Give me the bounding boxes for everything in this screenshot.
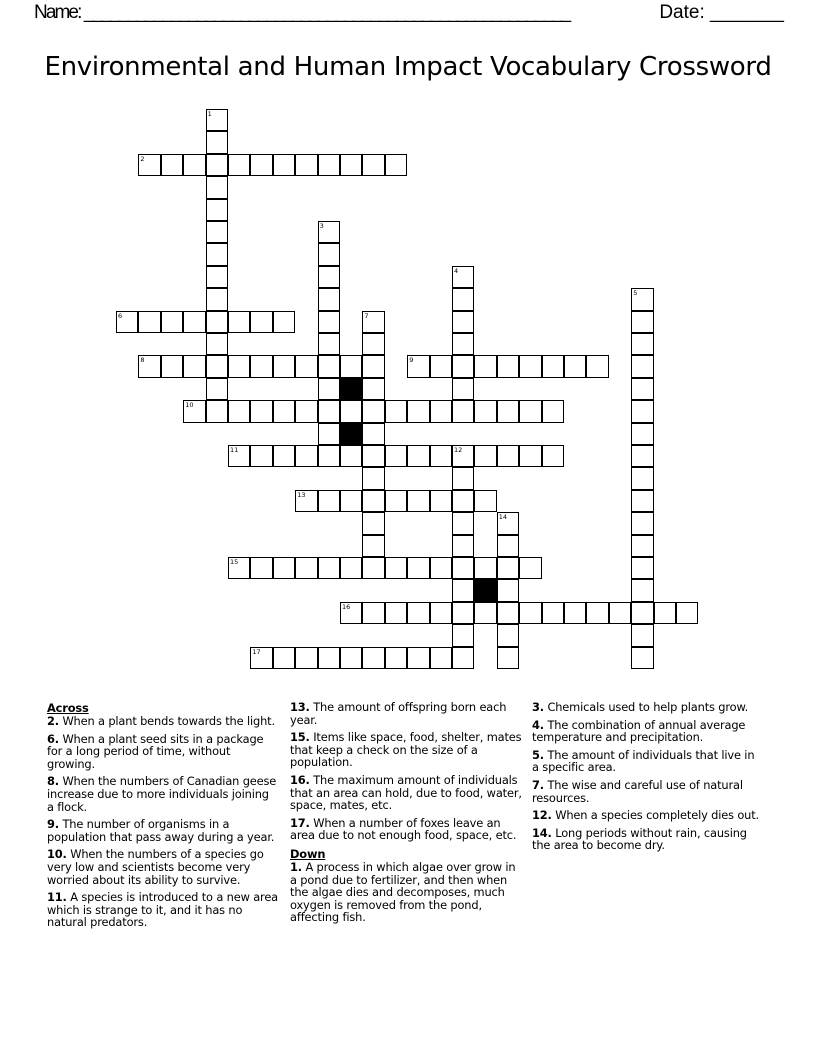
grid-cell[interactable] [206, 311, 228, 333]
name-field[interactable]: Name: ________________________________________________________ [34, 2, 570, 23]
clue-down-4 [532, 719, 764, 744]
grid-cell[interactable] [452, 288, 474, 310]
clue-number: 15 [230, 558, 239, 566]
clue-number: 1. [290, 859, 302, 874]
grid-cell[interactable] [631, 490, 653, 512]
grid-cell[interactable] [452, 333, 474, 355]
grid-cell[interactable] [206, 355, 228, 377]
grid-cell[interactable] [452, 647, 474, 669]
clue-text: Long periods without rain, causing the area to become dry. [532, 825, 747, 853]
clues-column-3 [532, 701, 764, 857]
clue-down-1 [290, 861, 522, 924]
clue-number: 1 [207, 110, 212, 118]
grid-cell[interactable] [676, 602, 698, 624]
grid-cell[interactable] [340, 355, 362, 377]
grid-cell[interactable] [631, 512, 653, 534]
clue-across-9 [47, 818, 279, 843]
grid-cell[interactable] [228, 311, 250, 333]
clue-number: 3. [532, 700, 544, 714]
clue-text: When the numbers of a species go very low and scientists become very worried about its ability to survive. [47, 847, 264, 887]
clue-number: 14. [532, 825, 552, 840]
grid-cell[interactable] [206, 400, 228, 422]
grid-cell[interactable] [250, 311, 272, 333]
grid-cell[interactable] [452, 557, 474, 579]
grid-cell[interactable] [519, 602, 541, 624]
grid-cell[interactable] [497, 512, 519, 534]
grid-cell[interactable] [183, 154, 205, 176]
grid-cell[interactable] [206, 199, 228, 221]
clue-number: 12 [454, 446, 463, 454]
grid-cell[interactable] [340, 490, 362, 512]
grid-cell[interactable] [362, 557, 384, 579]
grid-cell[interactable] [362, 154, 384, 176]
grid-cell[interactable] [631, 624, 653, 646]
clue-down-14 [532, 827, 764, 852]
grid-cell[interactable] [295, 445, 317, 467]
clue-number: 2. [47, 714, 59, 728]
grid-cell[interactable] [452, 579, 474, 601]
clue-text: The maximum amount of individuals that an area can hold, due to food, water, space, mates, etc. [290, 772, 522, 813]
clue-number: 6. [47, 731, 59, 746]
grid-cell[interactable] [631, 602, 653, 624]
grid-cell[interactable] [318, 154, 340, 176]
clue-number: 4 [454, 266, 459, 275]
grid-cell[interactable] [519, 400, 541, 422]
grid-cell[interactable] [116, 311, 138, 333]
grid-cell[interactable] [385, 647, 407, 669]
clue-text: Chemicals used to help plants grow. [547, 700, 749, 714]
grid-cell[interactable] [250, 445, 272, 467]
grid-cell[interactable] [206, 109, 228, 131]
grid-cell[interactable] [631, 535, 653, 557]
grid-cell[interactable] [273, 154, 295, 176]
grid-cell[interactable] [519, 355, 541, 377]
clue-across-13 [290, 701, 522, 726]
clue-number: 13. [290, 700, 310, 714]
clue-text: The number of organisms in a population that pass away during a year. [47, 817, 275, 844]
grid-cell[interactable] [318, 490, 340, 512]
date-field[interactable]: Date: _______ [659, 2, 784, 23]
clue-across-6 [47, 733, 279, 771]
grid-cell[interactable] [407, 400, 429, 422]
clue-down-7 [532, 779, 764, 804]
grid-cell[interactable] [206, 154, 228, 176]
grid-cell[interactable] [250, 647, 272, 669]
clue-across-11 [47, 891, 279, 929]
clue-number: 3 [319, 222, 324, 230]
clue-text: Items like space, food, shelter, mates that keep a check on the size of a population. [290, 730, 522, 770]
clue-text: The combination of annual average temperature and precipitation. [532, 717, 746, 745]
grid-cell[interactable] [430, 490, 452, 512]
grid-cell[interactable] [250, 557, 272, 579]
grid-cell[interactable] [340, 602, 362, 624]
grid-cell[interactable] [206, 266, 228, 288]
grid-cell[interactable] [407, 490, 429, 512]
grid-cell[interactable] [452, 378, 474, 400]
grid-cell[interactable] [631, 288, 653, 310]
grid-cell[interactable] [497, 624, 519, 646]
grid-cell[interactable] [385, 154, 407, 176]
clue-number: 17. [290, 815, 310, 830]
clue-across-15 [290, 731, 522, 769]
clue-number: 7. [532, 777, 544, 792]
grid-cell[interactable] [318, 355, 340, 377]
grid-cell[interactable] [206, 176, 228, 198]
grid-cell[interactable] [206, 378, 228, 400]
grid-cell[interactable] [385, 557, 407, 579]
grid-cell[interactable] [362, 445, 384, 467]
clue-number: 16 [342, 602, 351, 611]
grid-cell[interactable] [407, 445, 429, 467]
grid-cell[interactable] [452, 445, 474, 467]
grid-cell[interactable] [452, 311, 474, 333]
grid-cell[interactable] [340, 557, 362, 579]
clue-text: A species is introduced to a new area which is strange to it, and it has no natural predators. [47, 890, 279, 930]
grid-cell[interactable] [273, 445, 295, 467]
grid-cell[interactable] [452, 535, 474, 557]
grid-cell[interactable] [340, 445, 362, 467]
clue-number: 9. [47, 817, 59, 832]
grid-cell[interactable] [318, 243, 340, 265]
page-title: Environmental and Human Impact Vocabulary Crossword [44, 52, 772, 82]
grid-cell[interactable] [631, 378, 653, 400]
clue-text: When a plant bends towards the light. [62, 714, 275, 728]
grid-cell[interactable] [183, 355, 205, 377]
grid-cell[interactable] [385, 602, 407, 624]
clue-number: 10. [47, 847, 67, 862]
grid-cell[interactable] [318, 266, 340, 288]
grid-cell[interactable] [609, 602, 631, 624]
grid-cell[interactable] [497, 647, 519, 669]
black-cell [340, 423, 362, 445]
clue-text: When the numbers of Canadian geese increase due to more individuals joining a flock. [47, 774, 277, 814]
clue-text: When a number of foxes leave an area due to not enough food, space, etc. [290, 815, 517, 843]
grid-cell[interactable] [430, 557, 452, 579]
grid-cell[interactable] [206, 333, 228, 355]
clue-across-17 [290, 817, 522, 842]
clue-number: 7 [364, 311, 369, 320]
grid-cell[interactable] [497, 355, 519, 377]
clue-across-10 [47, 848, 279, 886]
grid-cell[interactable] [385, 400, 407, 422]
clue-text: When a plant seed sits in a package for a long period of time, without growing. [47, 731, 264, 771]
grid-cell[interactable] [206, 288, 228, 310]
clue-number: 5 [633, 289, 638, 298]
grid-cell[interactable] [362, 355, 384, 377]
grid-cell[interactable] [497, 445, 519, 467]
grid-cell[interactable] [161, 311, 183, 333]
grid-cell[interactable] [295, 400, 317, 422]
grid-cell[interactable] [161, 355, 183, 377]
grid-cell[interactable] [362, 378, 384, 400]
grid-cell[interactable] [362, 602, 384, 624]
grid-cell[interactable] [228, 557, 250, 579]
clue-number: 8. [47, 774, 59, 789]
grid-cell[interactable] [430, 400, 452, 422]
grid-cell[interactable] [564, 602, 586, 624]
clue-number: 17 [252, 647, 261, 656]
grid-cell[interactable] [318, 288, 340, 310]
grid-cell[interactable] [340, 154, 362, 176]
clue-text: The amount of individuals that live in a specific area. [532, 747, 755, 775]
grid-cell[interactable] [318, 423, 340, 445]
grid-cell[interactable] [228, 445, 250, 467]
clue-down-12 [532, 809, 764, 822]
clue-number: 12. [532, 808, 552, 823]
grid-cell[interactable] [452, 602, 474, 624]
grid-cell[interactable] [631, 467, 653, 489]
grid-cell[interactable] [407, 557, 429, 579]
grid-cell[interactable] [273, 557, 295, 579]
grid-cell[interactable] [273, 400, 295, 422]
grid-cell[interactable] [362, 400, 384, 422]
clue-number: 10 [185, 401, 194, 410]
grid-cell[interactable] [295, 647, 317, 669]
grid-cell[interactable] [474, 400, 496, 422]
grid-cell[interactable] [542, 602, 564, 624]
grid-cell[interactable] [206, 131, 228, 153]
grid-cell[interactable] [362, 423, 384, 445]
grid-cell[interactable] [138, 154, 160, 176]
clue-number: 13 [297, 490, 306, 499]
grid-cell[interactable] [362, 647, 384, 669]
grid-cell[interactable] [228, 400, 250, 422]
grid-cell[interactable] [340, 647, 362, 669]
grid-cell[interactable] [161, 154, 183, 176]
grid-cell[interactable] [407, 647, 429, 669]
grid-cell[interactable] [362, 333, 384, 355]
down-heading: Down [290, 846, 326, 861]
grid-cell[interactable] [497, 400, 519, 422]
grid-cell[interactable] [318, 445, 340, 467]
grid-cell[interactable] [474, 445, 496, 467]
grid-cell[interactable] [452, 512, 474, 534]
grid-cell[interactable] [250, 355, 272, 377]
clue-number: 16. [290, 772, 310, 787]
grid-cell[interactable] [474, 355, 496, 377]
grid-cell[interactable] [474, 490, 496, 512]
grid-cell[interactable] [295, 490, 317, 512]
grid-cell[interactable] [631, 579, 653, 601]
clues-column-1 [47, 701, 279, 934]
grid-cell[interactable] [318, 221, 340, 243]
clue-number: 6 [118, 311, 123, 320]
grid-cell[interactable] [250, 400, 272, 422]
grid-cell[interactable] [564, 355, 586, 377]
grid-cell[interactable] [452, 490, 474, 512]
grid-cell[interactable] [452, 400, 474, 422]
clue-text: When a species completely dies out. [555, 808, 760, 823]
grid-cell[interactable] [340, 400, 362, 422]
grid-cell[interactable] [631, 423, 653, 445]
grid-cell[interactable] [430, 647, 452, 669]
grid-cell[interactable] [362, 311, 384, 333]
grid-cell[interactable] [385, 490, 407, 512]
grid-cell[interactable] [318, 400, 340, 422]
grid-cell[interactable] [273, 311, 295, 333]
black-cell [474, 579, 496, 601]
grid-cell[interactable] [497, 579, 519, 601]
grid-cell[interactable] [519, 445, 541, 467]
grid-cell[interactable] [430, 445, 452, 467]
clue-across-16 [290, 774, 522, 812]
grid-cell[interactable] [452, 355, 474, 377]
grid-cell[interactable] [362, 467, 384, 489]
grid-cell[interactable] [631, 647, 653, 669]
black-cell [340, 378, 362, 400]
grid-cell[interactable] [362, 535, 384, 557]
grid-cell[interactable] [318, 557, 340, 579]
grid-cell[interactable] [407, 355, 429, 377]
grid-cell[interactable] [497, 602, 519, 624]
grid-cell[interactable] [497, 557, 519, 579]
grid-cell[interactable] [430, 355, 452, 377]
grid-cell[interactable] [228, 154, 250, 176]
grid-cell[interactable] [183, 311, 205, 333]
grid-cell[interactable] [250, 154, 272, 176]
clue-text: A process in which algae over grow in a pond due to fertilizer, and then when the algae dies and decomposes, much oxygen is removed from the pond, affecting fish. [290, 859, 516, 925]
grid-cell[interactable] [542, 400, 564, 422]
grid-cell[interactable] [318, 311, 340, 333]
clue-down-5 [532, 749, 764, 774]
clue-number: 9 [409, 356, 414, 365]
grid-cell[interactable] [295, 557, 317, 579]
grid-cell[interactable] [542, 445, 564, 467]
across-heading: Across [47, 701, 89, 715]
grid-cell[interactable] [206, 221, 228, 243]
grid-cell[interactable] [654, 602, 676, 624]
grid-cell[interactable] [474, 602, 496, 624]
clue-number: 11. [47, 890, 67, 905]
grid-cell[interactable] [295, 154, 317, 176]
grid-cell[interactable] [228, 355, 250, 377]
grid-cell[interactable] [138, 355, 160, 377]
clue-text: The amount of offspring born each year. [290, 700, 507, 727]
grid-cell[interactable] [295, 355, 317, 377]
grid-cell[interactable] [631, 557, 653, 579]
clue-number: 2 [140, 154, 145, 163]
grid-cell[interactable] [519, 557, 541, 579]
grid-cell[interactable] [631, 445, 653, 467]
grid-cell[interactable] [631, 333, 653, 355]
grid-cell[interactable] [586, 355, 608, 377]
grid-cell[interactable] [273, 355, 295, 377]
grid-cell[interactable] [452, 467, 474, 489]
grid-cell[interactable] [385, 445, 407, 467]
grid-cell[interactable] [631, 355, 653, 377]
grid-cell[interactable] [183, 400, 205, 422]
clue-number: 8 [140, 356, 145, 365]
clue-number: 11 [230, 446, 239, 454]
clue-down-3 [532, 701, 764, 714]
clue-across-8 [47, 775, 279, 813]
grid-cell[interactable] [497, 535, 519, 557]
grid-cell[interactable] [318, 378, 340, 400]
grid-cell[interactable] [430, 602, 452, 624]
grid-cell[interactable] [452, 624, 474, 646]
grid-cell[interactable] [452, 266, 474, 288]
grid-cell[interactable] [318, 333, 340, 355]
grid-cell[interactable] [362, 512, 384, 534]
clue-number: 4. [532, 717, 544, 732]
grid-cell[interactable] [631, 311, 653, 333]
grid-cell[interactable] [586, 602, 608, 624]
grid-cell[interactable] [407, 602, 429, 624]
grid-cell[interactable] [206, 243, 228, 265]
grid-cell[interactable] [362, 490, 384, 512]
grid-cell[interactable] [318, 647, 340, 669]
clue-text: The wise and careful use of natural resources. [532, 777, 743, 805]
grid-cell[interactable] [273, 647, 295, 669]
clue-number: 14 [498, 513, 508, 522]
clue-number: 5. [532, 747, 544, 762]
clues-column-2 [290, 701, 522, 929]
grid-cell[interactable] [474, 557, 496, 579]
clue-across-2 [47, 715, 279, 728]
clue-number: 15. [290, 730, 310, 745]
grid-cell[interactable] [138, 311, 160, 333]
grid-cell[interactable] [542, 355, 564, 377]
grid-cell[interactable] [631, 400, 653, 422]
